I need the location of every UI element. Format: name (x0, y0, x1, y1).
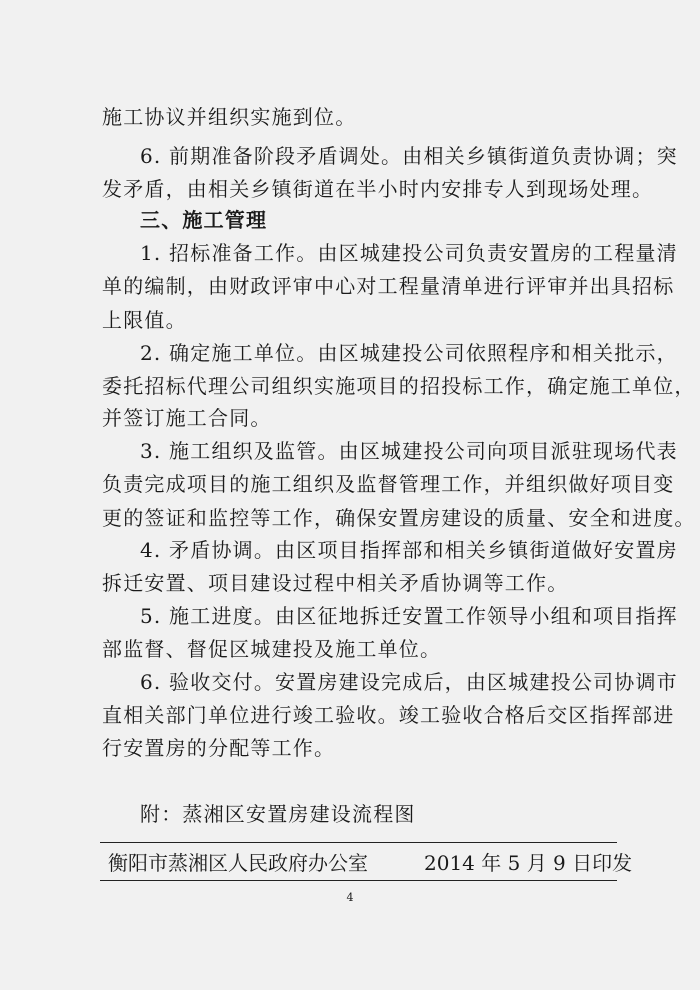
paragraph-line: 单的编制，由财政评审中心对工程量清单进行评审并出具招标 (102, 274, 675, 298)
paragraph-line: 上限值。 (102, 308, 187, 332)
footer-top-rule (100, 842, 617, 843)
paragraph-line: 3. 施工组织及监管。由区城建投公司向项目派驻现场代表 (140, 439, 678, 463)
section-heading: 三、施工管理 (140, 208, 268, 232)
footer-bottom-rule (100, 880, 617, 881)
footer-date: 2014 年 5 月 9 日印发 (424, 851, 633, 875)
paragraph-line: 2. 确定施工单位。由区城建投公司依照程序和相关批示， (140, 341, 678, 365)
paragraph-line: 6. 验收交付。安置房建设完成后，由区城建投公司协调市 (140, 670, 678, 694)
footer-issuer: 衡阳市蒸湘区人民政府办公室 (108, 851, 368, 875)
paragraph-line: 施工协议并组织实施到位。 (102, 105, 357, 129)
page-number: 4 (346, 891, 354, 904)
paragraph-line: 行安置房的分配等工作。 (102, 736, 336, 760)
paragraph-line: 4. 矛盾协调。由区项目指挥部和相关乡镇街道做好安置房 (140, 538, 678, 562)
paragraph-line: 直相关部门单位进行竣工验收。竣工验收合格后交区指挥部进 (102, 703, 675, 727)
paragraph-line: 拆迁安置、项目建设过程中相关矛盾协调等工作。 (102, 571, 569, 595)
paragraph-line: 负责完成项目的施工组织及监督管理工作，并组织做好项目变 (102, 472, 675, 496)
paragraph-line: 发矛盾，由相关乡镇街道在半小时内安排专人到现场处理。 (102, 177, 654, 201)
paragraph-line: 1. 招标准备工作。由区城建投公司负责安置房的工程量清 (140, 241, 678, 265)
paragraph-line: 并签订施工合同。 (102, 406, 272, 430)
paragraph-line: 5. 施工进度。由区征地拆迁安置工作领导小组和项目指挥 (140, 604, 678, 628)
paragraph-line: 委托招标代理公司组织实施项目的招投标工作，确定施工单位， (102, 374, 696, 398)
paragraph-line: 部监督、督促区城建投及施工单位。 (102, 637, 442, 661)
paragraph-line: 6. 前期准备阶段矛盾调处。由相关乡镇街道负责协调；突 (140, 144, 678, 168)
attachment-note: 附：蒸湘区安置房建设流程图 (140, 802, 416, 826)
paragraph-line: 更的签证和监控等工作，确保安置房建设的质量、安全和进度。 (102, 506, 696, 530)
